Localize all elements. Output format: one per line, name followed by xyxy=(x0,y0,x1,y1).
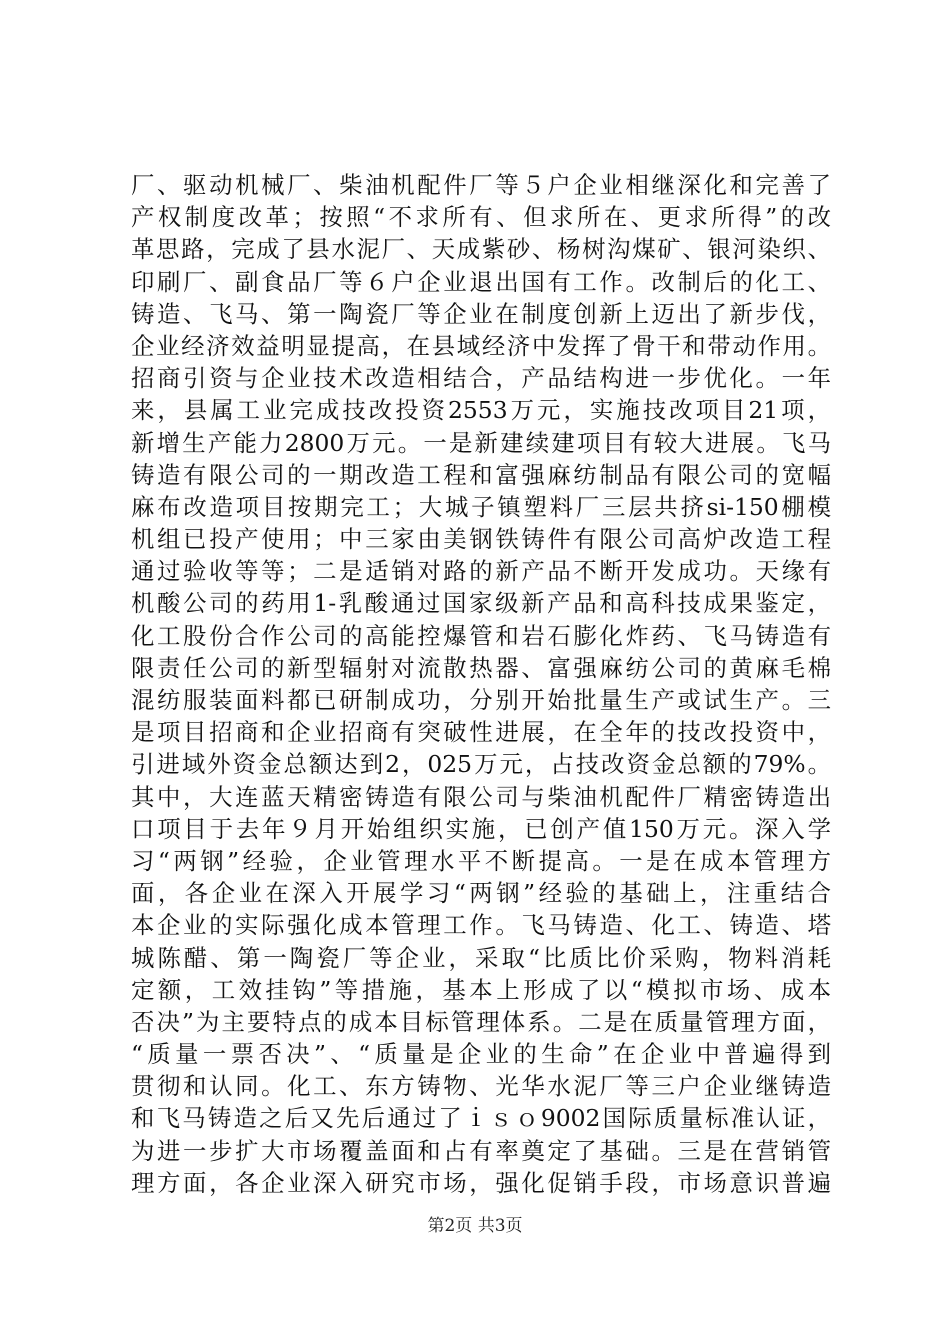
text-line: 引进域外资金总额达到2，025万元，占技改资金总额的79%。 xyxy=(131,750,831,779)
text-line: 产权制度改革；按照“不求所有、但求所在、更求所得”的改 xyxy=(131,203,831,232)
text-line: 化工股份合作公司的高能控爆管和岩石膨化炸药、飞马铸造有 xyxy=(131,621,831,650)
text-line: 铸造、飞马、第一陶瓷厂等企业在制度创新上迈出了新步伐， xyxy=(131,299,831,328)
text-line: 铸造有限公司的一期改造工程和富强麻纺制品有限公司的宽幅 xyxy=(131,460,831,489)
text-line: 口项目于去年９月开始组织实施，已创产值150万元。深入学 xyxy=(131,814,831,843)
text-line: 本企业的实际强化成本管理工作。飞马铸造、化工、铸造、塔 xyxy=(131,911,831,940)
text-line: 贯彻和认同。化工、东方铸物、光华水泥厂等三户企业继铸造 xyxy=(131,1072,831,1101)
text-line: 麻布改造项目按期完工；大城子镇塑料厂三层共挤si-150棚模 xyxy=(131,492,831,521)
text-line: 招商引资与企业技术改造相结合，产品结构进一步优化。一年 xyxy=(131,364,831,393)
text-line: 为进一步扩大市场覆盖面和占有率奠定了基础。三是在营销管 xyxy=(131,1136,831,1165)
text-line: 来，县属工业完成技改投资2553万元，实施技改项目21项， xyxy=(131,396,831,425)
text-line: 习“两钢”经验，企业管理水平不断提高。一是在成本管理方 xyxy=(131,846,831,875)
text-line: 革思路，完成了县水泥厂、天成紫砂、杨树沟煤矿、银河染织、 xyxy=(131,235,831,264)
text-line: 城陈醋、第一陶瓷厂等企业，采取“比质比价采购，物料消耗 xyxy=(131,943,831,972)
text-line: 限责任公司的新型辐射对流散热器、富强麻纺公司的黄麻毛棉 xyxy=(131,653,831,682)
text-line: 印刷厂、副食品厂等６户企业退出国有工作。改制后的化工、 xyxy=(131,267,831,296)
text-line: 否决”为主要特点的成本目标管理体系。二是在质量管理方面， xyxy=(131,1007,831,1036)
text-line: 混纺服装面料都已研制成功，分别开始批量生产或试生产。三 xyxy=(131,686,831,714)
text-line: 和飞马铸造之后又先后通过了ｉｓｏ9002国际质量标准认证， xyxy=(131,1104,831,1133)
text-line: 新增生产能力2800万元。一是新建续建项目有较大进展。飞马 xyxy=(131,428,831,457)
text-line: 理方面，各企业深入研究市场，强化促销手段，市场意识普遍 xyxy=(131,1168,831,1197)
text-line: 通过验收等等；二是适销对路的新产品不断开发成功。天缘有 xyxy=(131,557,831,586)
text-line: “质量一票否决”、“质量是企业的生命”在企业中普遍得到 xyxy=(131,1040,831,1069)
text-line: 企业经济效益明显提高，在县域经济中发挥了骨干和带动作用。 xyxy=(131,331,831,360)
text-line: 厂、驱动机械厂、柴油机配件厂等５户企业相继深化和完善了 xyxy=(131,171,831,199)
text-line: 其中，大连蓝天精密铸造有限公司与柴油机配件厂精密铸造出 xyxy=(131,782,831,811)
body-text xyxy=(131,169,831,1199)
text-line: 机酸公司的药用1-乳酸通过国家级新产品和高科技成果鉴定， xyxy=(131,589,831,618)
page-footer: 第2页 共3页 xyxy=(427,1216,523,1236)
text-line: 定额，工效挂钩”等措施，基本上形成了以“模拟市场、成本 xyxy=(131,975,831,1004)
text-line: 机组已投产使用；中三家由美钢铁铸件有限公司高炉改造工程 xyxy=(131,525,831,554)
text-line: 面，各企业在深入开展学习“两钢”经验的基础上，注重结合 xyxy=(131,879,831,908)
text-line: 是项目招商和企业招商有突破性进展，在全年的技改投资中， xyxy=(131,718,831,747)
